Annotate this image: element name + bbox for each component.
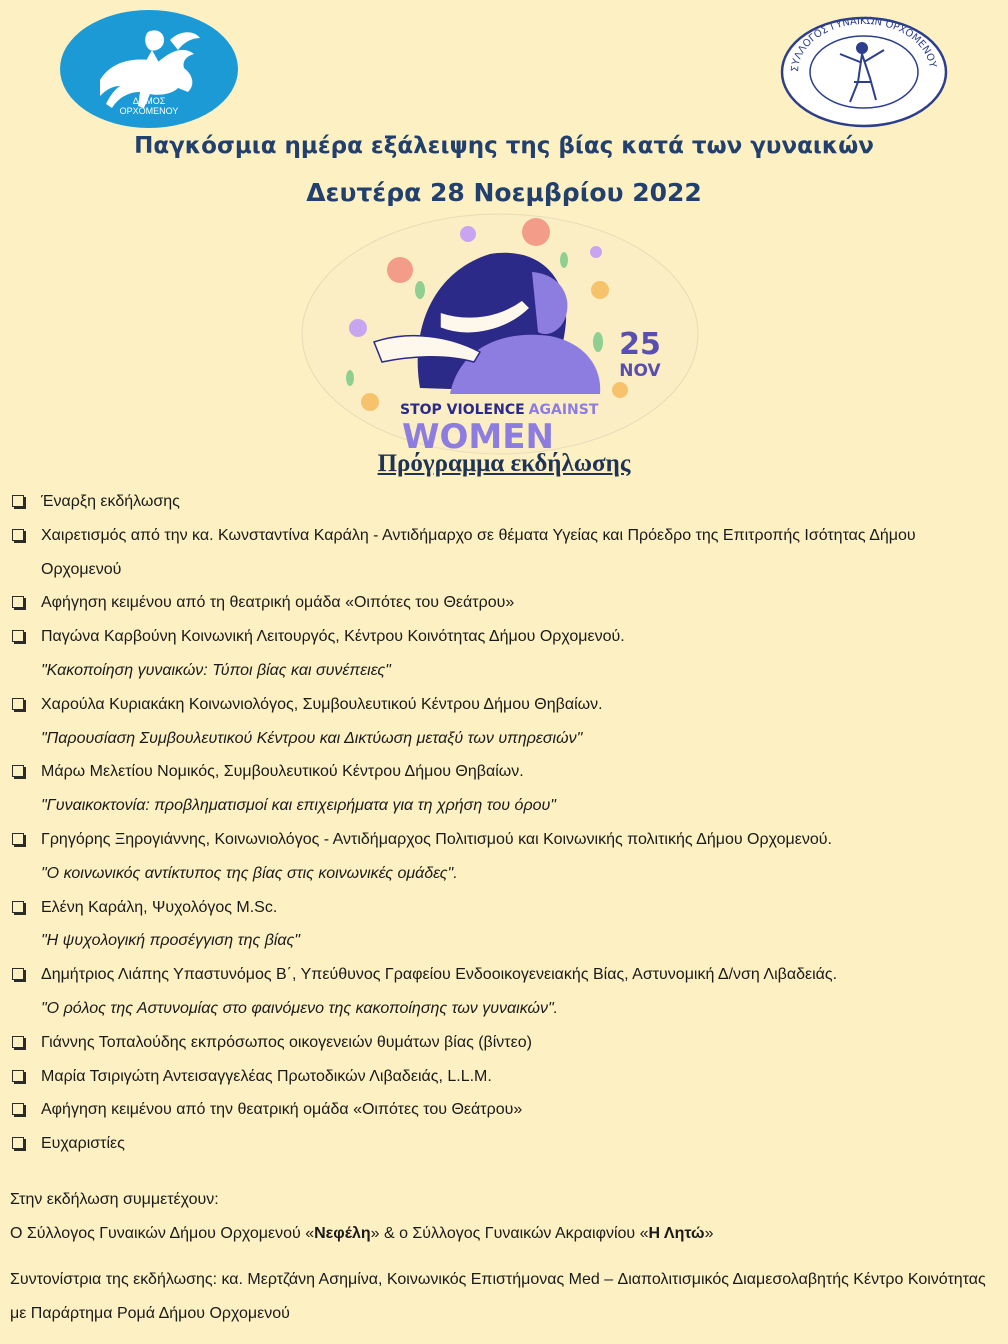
association-lito: Η Λητώ	[648, 1224, 705, 1242]
list-item: Μάρω Μελετίου Νομικός, Συμβουλευτικού Κέντρου Δήμου Θηβαίων. "Γυναικοκτονία: προβληματισμοί και επιχειρήματα για τη χρήση του όρου"	[12, 755, 997, 823]
checkbox-icon	[12, 1103, 24, 1115]
event-date: Δευτέρα 28 Νοεμβρίου 2022	[306, 178, 702, 207]
association-nefeli: Νεφέλη	[314, 1224, 371, 1242]
hero-women: WOMEN	[402, 417, 554, 457]
participants-line: Ο Σύλλογος Γυναικών Δήμου Ορχομενού «Νεφέλη» & ο Σύλλογος Γυναικών Ακραιφνίου «Η Λητώ»	[10, 1224, 714, 1242]
checkbox-icon	[12, 1137, 24, 1149]
stop-violence-illustration	[300, 212, 700, 460]
checkbox-icon	[12, 765, 24, 777]
hero-stop-violence: STOP VIOLENCE AGAINST	[400, 402, 599, 418]
checkbox-icon	[12, 529, 24, 541]
list-item: Παγώνα Καρβούνη Κοινωνική Λειτουργός, Κέντρου Κοινότητας Δήμου Ορχομενού. "Κακοποίηση γυναικών: Τύποι βίας και συνέπειες"	[12, 620, 997, 688]
list-item: Χαρούλα Κυριακάκη Κοινωνιολόγος, Συμβουλευτικού Κέντρου Δήμου Θηβαίων. "Παρουσίαση Συμβουλευτικού Κέντρου και Δικτύωση μεταξύ των υπηρεσιών"	[12, 688, 997, 756]
list-item: Δημήτριος Λιάπης Υπαστυνόμος Β΄, Υπεύθυνος Γραφείου Ενδοοικογενειακής Βίας, Αστυνομική Δ/νση Λιβαδειάς. "Ο ρόλος της Αστυνομίας στο φαινόμενο της κακοποίησης των γυναικών".	[12, 958, 997, 1026]
hero-month: NOV	[619, 361, 661, 381]
talk-title: "Παρουσίαση Συμβουλευτικού Κέντρου και Δικτύωση μεταξύ των υπηρεσιών"	[41, 729, 583, 747]
list-item: Ευχαριστίες	[12, 1127, 997, 1161]
checkbox-icon	[12, 630, 24, 642]
checkbox-icon	[12, 968, 24, 980]
participants-label: Στην εκδήλωση συμμετέχουν:	[10, 1191, 219, 1208]
talk-title: "Ο κοινωνικός αντίκτυπος της βίας στις κοινωνικές ομάδες".	[41, 864, 458, 882]
checkbox-icon	[12, 596, 24, 608]
list-item: Χαιρετισμός από την κα. Κωνσταντίνα Καράλη - Αντιδήμαρχο σε θέματα Υγείας και Πρόεδρο της Επιτροπής Ισότητας Δήμου Ορχομενού	[12, 519, 997, 587]
talk-title: "Κακοποίηση γυναικών: Τύποι βίας και συνέπειες"	[41, 661, 391, 679]
checkbox-icon	[12, 495, 24, 507]
association-logo	[780, 16, 948, 128]
program-title: Πρόγραμμα εκδήλωσης	[377, 450, 631, 477]
list-item: Αφήγηση κειμένου από τη θεατρική ομάδα «Οιπότες του Θεάτρου»	[12, 586, 997, 620]
checkbox-icon	[12, 1036, 24, 1048]
list-item: Ελένη Καράλη, Ψυχολόγος M.Sc. "Η ψυχολογική προσέγγιση της βίας"	[12, 891, 997, 959]
program-list	[12, 485, 997, 1161]
event-title: Παγκόσμια ημέρα εξάλειψης της βίας κατά των γυναικών	[134, 133, 874, 159]
checkbox-icon	[12, 1070, 24, 1082]
list-item: Γρηγόρης Ξηρογιάννης, Κοινωνιολόγος - Αντιδήμαρχος Πολιτισμού και Κοινωνικής πολιτικής Δήμου Ορχομενού. "Ο κοινωνικός αντίκτυπος της βίας στις κοινωνικές ομάδες".	[12, 823, 997, 891]
association-logo-text: ΣΥΛΛΟΓΟΣ ΓΥΝΑΙΚΩΝ ΟΡΧΟΜΕΝΟΥ	[789, 16, 938, 73]
list-item: Γιάννης Τοπαλούδης εκπρόσωπος οικογενειών θυμάτων βίας (βίντεο)	[12, 1026, 997, 1060]
participants	[10, 1183, 995, 1251]
checkbox-icon	[12, 833, 24, 845]
municipality-logo	[60, 10, 238, 128]
checkbox-icon	[12, 698, 24, 710]
list-item: Μαρία Τσιριγώτη Αντεισαγγελέας Πρωτοδικών Λιβαδειάς, L.L.M.	[12, 1060, 997, 1094]
talk-title: "Η ψυχολογική προσέγγιση της βίας"	[41, 932, 300, 950]
list-item: Αφήγηση κειμένου από την θεατρική ομάδα «Οιπότες του Θεάτρου»	[12, 1093, 997, 1127]
list-item: Έναρξη εκδήλωσης	[12, 485, 997, 519]
talk-title: "Ο ρόλος της Αστυνομίας στο φαινόμενο της κακοποίησης των γυναικών".	[41, 999, 559, 1017]
checkbox-icon	[12, 901, 24, 913]
municipality-logo-text: ΔΗΜΟΣ ΟΡΧΟΜΕΝΟΥ	[119, 96, 179, 116]
hero-day: 25	[619, 327, 661, 362]
talk-title: "Γυναικοκτονία: προβληματισμοί και επιχειρήματα για τη χρήση του όρου"	[41, 797, 556, 815]
coordinator: Συντονίστρια της εκδήλωσης: κα. Μερτζάνη Ασημίνα, Κοινωνικός Επιστήμονας Med – Διαπολιτισμικός Διαμεσολαβητής Κέντρο Κοινότητας με Παράρτημα Ρομά Δήμου Ορχομενού	[10, 1271, 986, 1322]
